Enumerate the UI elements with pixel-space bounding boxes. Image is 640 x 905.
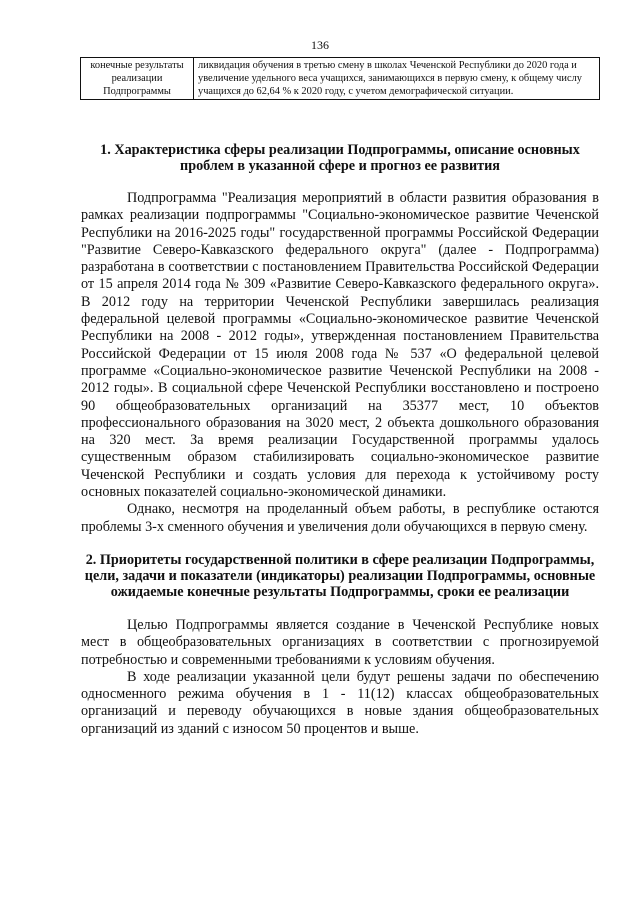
section-1-paragraph-2: Однако, несмотря на проделанный объем работы, в республике остаются проблемы 3-х сменного обучения и увеличения доли обучающихся в первую смену. [81,501,599,535]
section-1-title: 1. Характеристика сферы реализации Подпрограммы, описание основных проблем в указанной сфере и прогноз ее развития [100,142,580,174]
page-number: 136 [311,38,329,52]
section-2-paragraph-1: Целью Подпрограммы является создание в Чеченской Республике новых мест в общеобразовательных организациях в соответствии с прогнозируемой потребностью и современными требованиями к условиям обучения. [81,616,599,668]
section-2-title: 2. Приоритеты государственной политики в сфере реализации Подпрограммы, цели, задачи и показатели (индикаторы) реализации Подпрограммы, основные ожидаемые конечные результаты Подпрограммы, сроки ее реализации [84,551,596,600]
section-1-paragraph-1: Подпрограмма "Реализация мероприятий в области развития образования в рамках реализации подпрограммы "Социально-экономическое развитие Чеченской Республики на 2016-2025 годы" государственной программы Российской Федерации "Развитие Северо-Кавказского федерального округа" (далее - Подпрограмма) разработана в соответствии с постановлением Правительства Российской Федерации от 15 апреля 2014 года № 309 «Развитие Северо-Кавказского федерального округа». В 2012 году на территории Чеченской Республики завершилась реализация федеральной целевой программы «Социально-экономическое развитие Чеченской Республики на 2008 - 2012 годы», утвержденная постановлением Правительства Российской Федерации от 15 июля 2008 года № 537 «О федеральной целевой программе «Социально-экономическое развитие Чеченской Республики на 2008 - 2012 годы». В социальной сфере Чеченской Республики восстановлено и построено 90 общеобразовательных организаций на 35377 мест, 10 объектов профессионального образования на 3020 мест, 2 объекта дошкольного образования на 320 мест. За время реализации Государственной программы удалось существенным образом стабилизировать социально-экономическое развитие Чеченской Республики и создать условия для перехода к устойчивому росту основных показателей социально-экономической динамики. [81,190,599,501]
table-label-cell: конечные результаты реализации Подпрограммы [81,58,194,100]
document-body [81,142,599,738]
table-row [81,58,600,100]
section-2-paragraph-2: В ходе реализации указанной цели будут решены задачи по обеспечению односменного режима обучения в 1 - 11(12) классах общеобразовательных организаций и переводу обучающихся в новые здания общеобразовательных организаций из зданий с износом 50 процентов и выше. [81,668,599,737]
results-table [80,57,600,100]
table-value-cell: ликвидация обучения в третью смену в школах Чеченской Республики до 2020 года и увеличение удельного веса учащихся, занимающихся в первую смену, к общему числу учащихся до 62,64 % к 2020 году, с учетом демографической ситуации. [194,58,600,100]
